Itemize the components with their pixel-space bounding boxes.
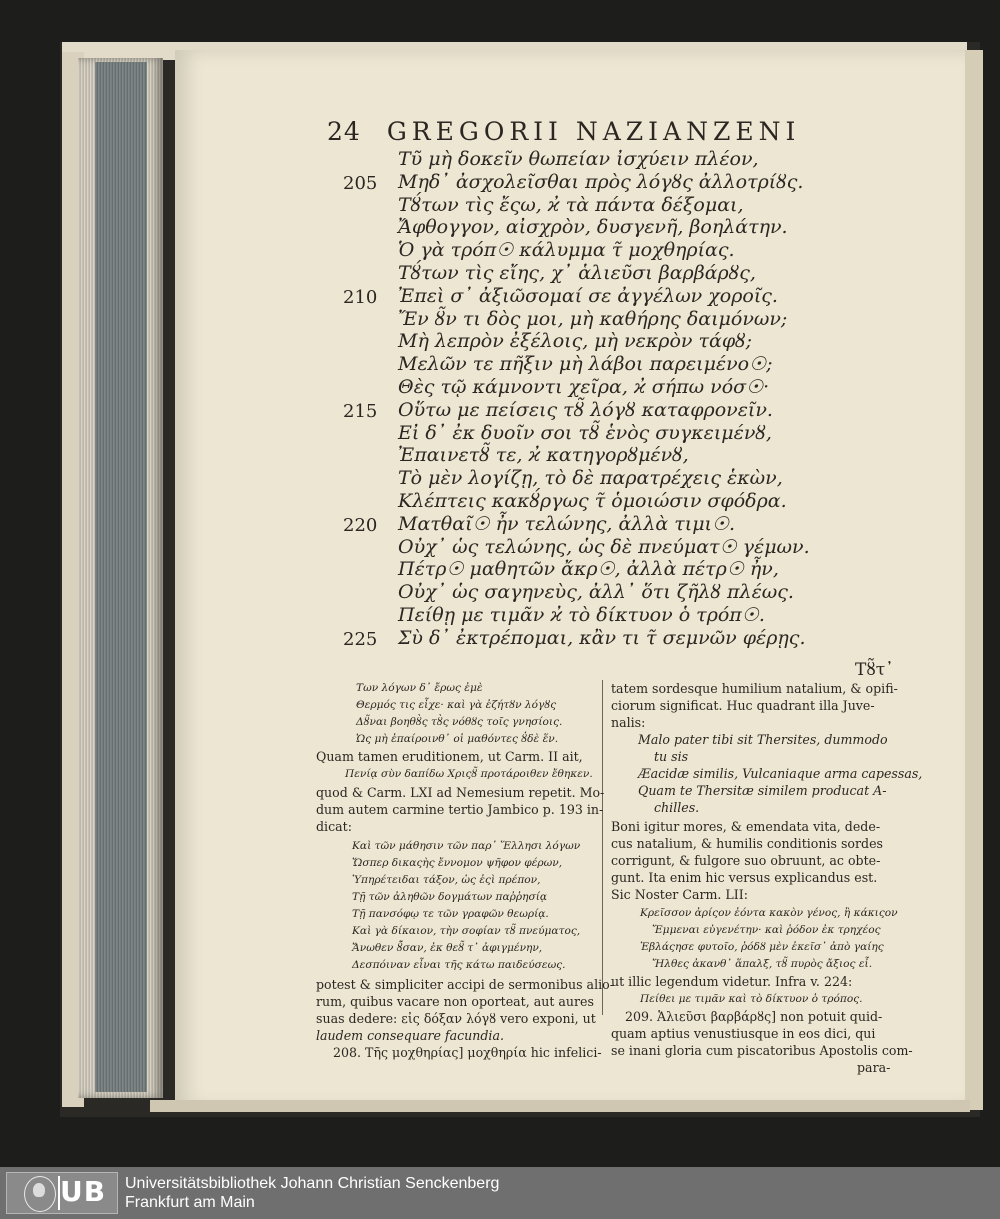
note-line: rum, quibus vacare non oporteat, aut aures [316,994,594,1009]
verse-line: Οὕτω με πείσεις τȣ̃ λόγȣ καταφρονεῖν. [398,398,773,421]
greek-quote-line: Κρεῖσσον ἀρίςον ἐόντα κακὸν γένος, ἢ κάκιςον [640,907,898,919]
quote-line: Æacidæ similis, Vulcaniaque arma capessas, [638,766,923,781]
note-line: ciorum significat. Huc quadrant illa Juve- [611,698,875,713]
quote-line: Quam te Thersitæ similem producat A- [638,783,887,798]
page-number: 24 [327,117,361,146]
greek-quote-line: Ὥσπερ δικαςὴς ἔννομον ψῆφον φέρων, [352,857,563,869]
greek-quote-line: Θερμός τις εἶχε· καὶ γὰ ἐζήτȣν λόγȣς [356,699,557,711]
verse-line: Τȣ́των τὶς εἴης, χ᾽ ἁλιεῦσι βαρβάρȣς, [398,262,756,284]
verse-line: Εἰ δ᾽ ἐκ δυοῖν σοι τȣ̃ ἑνὸς συγκειμένȣ, [398,421,772,444]
portrait-icon [33,1183,45,1197]
greek-quote-line: Ἐβλάςησε φυτοῖο, ῥόδȣ μὲν ἐκεῖσ᾽ ἀπὸ γαίης [640,941,884,953]
greek-quote-line: Τῇ πανσόφῳ τε τῶν γραφῶν θεωρίᾳ. [352,908,549,920]
verse-line: Οὐχ᾽ ὡς τελώνης, ὡς δὲ πνεύματ☉ γέμων. [398,535,810,558]
greek-quote-line: Ὑπηρέτειδαι τάξον, ὡς ἐςὶ πρέπον, [352,874,541,886]
verse-line: Ἐπαινετȣ̃ τε, ϰ̓ κατηγορȣμένȣ, [398,444,689,467]
note-line: se inani gloria cum piscatoribus Apostolis com- [611,1043,913,1058]
note-line: quod & Carm. LXI ad Nemesium repetit. Mo- [316,785,605,800]
note-line: Sic Noster Carm. LII: [611,887,748,902]
greek-quote-line: Καὶ γὰ δίκαιον, τὴν σοφίαν τȣ̃ πνεύματος, [352,925,581,937]
greek-quote-line: Δȣ̃ναι βοηθȣ̀ς τȣ̀ς νόθȣς τοῖς γνησίοις. [356,716,563,728]
verse-line: Θὲς τῷ κάμνοντι χεῖρα, ϰ̓ σήπω νόσ☉· [398,376,770,398]
verse-line: Ἔν ȣ̃ν τι δὸς μοι, μὴ καθήρης δαιμόνων; [398,307,788,330]
note-line: ut illic legendum videtur. Infra v. 224: [611,974,853,989]
verse-line: Κλέπτεις κακȣ́ργως τ̃ ὁμοιώσιν σφόδρα. [398,490,787,512]
page-right-edge [965,50,983,1110]
note-line: corrigunt, & fulgore suo obruunt, ac obte- [611,853,881,868]
note-line: potest & simpliciter accipi de sermonibus alio- [316,977,614,992]
line-number: 225 [343,628,378,650]
verse-line: Πέτρ☉ μαθητῶν ἄκρ☉, ἀλλὰ πέτρ☉ ἦν, [398,558,779,581]
running-header [327,117,800,146]
greek-quote-line: Των λόγων δ᾽ ἔρως ἐμὲ [356,682,483,694]
verse-line: Μηδ᾽ ἀσχολεῖσθαι πρὸς λόγȣς ἀλλοτρίȣς. [398,170,804,193]
catchword-notes: para- [857,1060,891,1075]
verse-line: Μελῶν τε πῆξιν μὴ λάβοι παρειμένο☉; [398,353,773,376]
note-line: 208. Τῆς μοχθηρίας] μοχθηρία hic infelici- [333,1045,602,1060]
line-number: 210 [343,286,378,308]
note-line: Boni igitur mores, & emendata vita, dede- [611,819,881,834]
line-number: 220 [343,514,378,536]
quote-line: chilles. [654,800,700,815]
note-line: gunt. Ita enim hic versus explicandus est. [611,870,878,885]
note-line: cus natalium, & humilis conditionis sordes [611,836,884,851]
verse-line: Τῦ μὴ δοκεῖν θωπείαν ἰσχύειν πλέον, [398,148,759,170]
library-name: Universitätsbibliothek Johann Christian Senckenberg [125,1175,500,1192]
verse-line: Τȣ́των τὶς ἔςω, ϰ̓ τὰ πάντα δέξομαι, [398,193,744,216]
verse-line: Οὐχ᾽ ὡς σαγηνεὺς, ἀλλ᾽ ὅτι ζῆλȣ πλέως. [398,581,794,604]
verse-line: Ματθαῖ☉ ἦν τελώνης, ἀλλὰ τιμι☉. [398,512,736,535]
column-rule [602,680,603,1015]
greek-quote-line: Ἄνωθεν ȣ̓̃σαν, ἐκ θεȣ̃ τ᾽ ἀφιγμένην, [352,942,543,954]
verse-line: Τὸ μὲν λογίζῃ, τὸ δὲ παρατρέχεις ἑκὼν, [398,467,783,490]
running-title: GREGORII NAZIANZENI [386,117,801,146]
line-number: 215 [343,400,378,422]
greek-quote-line: Τῇ τῶν ἀληθῶν δογμάτων παῤῥησίᾳ [352,891,548,903]
verse-line: Ἄφθογγον, αἰσχρὸν, δυσγενῆ, βοηλάτην. [398,216,788,239]
page-bottom-edge [150,1100,970,1112]
greek-quote-line: Πενίᾳ σὺν δαπίδω Χριςȣ̃ προτάροιθεν ἔθηκεν. [345,768,593,780]
library-city: Frankfurt am Main [125,1194,255,1211]
page-edges-shadow [95,62,147,1092]
greek-quote-line: Δεσπόιναν εἶναι τῆς κάτω παιδεύσεως. [352,959,566,971]
greek-quote-line: Καὶ τῶν μάθησιν τῶν παρ᾽ Ἕλλησι λόγων [352,840,581,852]
note-line: tatem sordesque humilium natalium, & opifi- [611,681,898,696]
note-line: suas dedere: εἰς δόξαν λόγȣ vero exponi, ut [316,1011,596,1026]
quote-line: tu sis [654,749,689,764]
note-line: Quam tamen eruditionem, ut Carm. II ait, [316,749,583,764]
note-line: dicat: [316,819,352,834]
note-line: laudem consequare facundia. [316,1028,504,1043]
greek-quote-line: Ἔμμεναι εὐγενέτην· καὶ ῥόδον ἐκ τρηχέος [652,924,881,936]
verse-line: Πείθῃ με τιμᾶν ϰ̓ τὸ δίκτυον ὁ τρόπ☉. [398,604,765,626]
note-line: dum autem carmine tertio Jambico p. 193 in- [316,802,604,817]
greek-quote-line: Ἤλθες ἀκανθ᾽ ἅπαλξ, τȣ̃ πυρὸς ἄξιος εἶ. [652,958,873,970]
note-line: 209. Ἁλιεῦσι βαρβάρȣς] non potuit quid- [625,1009,883,1024]
catchword: Τȣ̃τ᾽ [855,660,894,680]
verse-line: Σὺ δ᾽ ἐκτρέπομαι, κἂν τι τ̃ σεμνῶν φέρῃς. [398,626,806,649]
greek-quote-line: Πείθει με τιμᾶν καὶ τὸ δίκτυον ὁ τρόπος. [640,993,863,1005]
note-line: nalis: [611,715,646,730]
library-logo-text: UB [60,1175,107,1208]
line-number: 205 [343,172,378,194]
quote-line: Malo pater tibi sit Thersites, dummodo [638,732,888,747]
verse-line: Μὴ λεπρὸν ἐξέλοις, μὴ νεκρὸν τάφȣ; [398,330,753,353]
verse-line: Ἐπεὶ σ᾽ ἀξιῶσομαί σε ἀγγέλων χοροῖς. [398,284,778,307]
greek-quote-line: Ὡς μὴ ἐπαίροινθ᾽ οἱ μαθόντες ȣ̓δὲ ἕν. [356,733,559,745]
note-line: quam aptius venustiusque in eos dici, qui [611,1026,876,1041]
verse-line: Ὁ γὰ τρόπ☉ κάλυμμα τ̃ μοχθηρίας. [398,239,735,262]
